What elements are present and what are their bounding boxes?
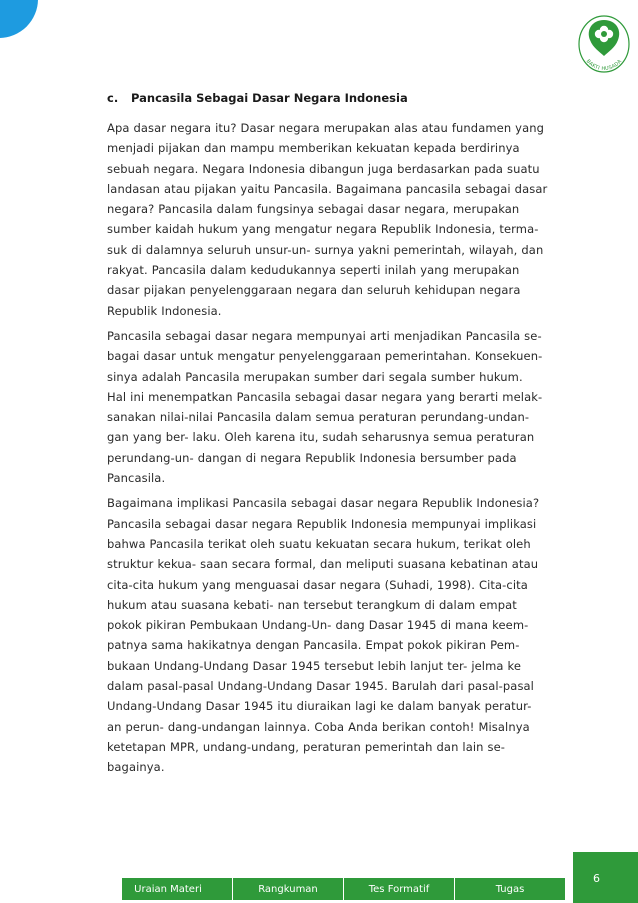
paragraph-line: negara? Pancasila dalam fungsinya sebagai dasar negara, merupakan — [107, 202, 520, 217]
paragraph — [107, 326, 564, 488]
paragraph-line: suk di dalamnya seluruh unsur-un- surnya yakni pemerintah, wilayah, dan — [107, 242, 544, 257]
paragraph-line: pokok pikiran Pembukaan Undang-Un- dang Dasar 1945 di mana keem- — [107, 618, 529, 633]
paragraph-line: Undang-Undang Dasar 1945 itu diuraikan lagi ke dalam banyak peratur- — [107, 699, 532, 714]
section-title: Pancasila Sebagai Dasar Negara Indonesia — [131, 91, 408, 105]
paragraph — [107, 493, 564, 777]
paragraph-line: cita-cita hukum yang menguasai dasar negara (Suhadi, 1998). Cita-cita — [107, 577, 528, 592]
footer-nav-tabs — [122, 878, 566, 901]
paragraph-line: an perun- dang-undangan lainnya. Coba Anda berikan contoh! Misalnya — [107, 719, 530, 734]
svg-text:BAKTI HUSADA: BAKTI HUSADA — [584, 58, 624, 73]
paragraph-line: ketetapan MPR, undang-undang, peraturan pemerintah dan lain se- — [107, 739, 506, 754]
paragraph-line: hukum atau suasana kebati- nan tersebut terangkum di dalam empat — [107, 597, 517, 612]
paragraph-line: bukaan Undang-Undang Dasar 1945 tersebut lebih lanjut ter- jelma ke — [107, 658, 522, 673]
paragraph-line: Pancasila sebagai dasar negara Republik Indonesia mempunyai implikasi — [107, 516, 537, 531]
paragraph-line: Apa dasar negara itu? Dasar negara merupakan alas atau fundamen yang — [107, 121, 545, 135]
paragraph-line: Pancasila. — [107, 471, 166, 486]
tab-tugas[interactable]: Tugas — [455, 878, 565, 900]
paragraph-line: Bagaimana implikasi Pancasila sebagai dasar negara Republik Indonesia? — [107, 496, 540, 511]
paragraph-line: sumber kaidah hukum yang mengatur negara Republik Indonesia, terma- — [107, 222, 539, 237]
paragraph-line: sebuah negara. Negara Indonesia dibangun juga berdasarkan pada suatu — [107, 161, 540, 176]
paragraph-line: Republik Indonesia. — [107, 303, 222, 318]
section-heading — [107, 88, 564, 108]
paragraph-line: struktur kekua- saan secara formal, dan meliputi suasana kebatinan atau — [107, 557, 539, 572]
page-number: 6 — [593, 872, 600, 885]
paragraph-line: sinya adalah Pancasila merupakan sumber dari segala sumber hukum. — [107, 369, 523, 384]
paragraph-line: gan yang ber- laku. Oleh karena itu, sudah seharusnya semua peraturan — [107, 430, 535, 445]
paragraph-line: dasar pijakan penyelenggaraan negara dan seluruh kehidupan negara — [107, 283, 521, 298]
section-number: c. — [107, 91, 119, 105]
paragraph-line: landasan atau pijakan yaitu Pancasila. Bagaimana pancasila sebagai dasar — [107, 181, 548, 196]
paragraphs-container — [107, 118, 564, 778]
corner-decoration — [0, 0, 38, 38]
paragraph-line: patnya sama hakikatnya dengan Pancasila. Empat pokok pikiran Pem- — [107, 638, 520, 653]
paragraph-line: dalam pasal-pasal Undang-Undang Dasar 1945. Barulah dari pasal-pasal — [107, 679, 534, 694]
bakti-husada-emblem-icon — [574, 8, 634, 78]
paragraph-line: Pancasila sebagai dasar negara mempunyai arti menjadikan Pancasila se- — [107, 328, 542, 343]
paragraph-line: bagainya. — [107, 760, 165, 775]
tab-uraian-materi[interactable]: Uraian Materi — [122, 878, 232, 900]
paragraph-line: bagai dasar untuk mengatur penyelenggaraan pemerintahan. Konsekuen- — [107, 349, 543, 364]
paragraph-line: perundang-un- dangan di negara Republik Indonesia bersumber pada — [107, 450, 517, 465]
page-number-badge — [573, 852, 638, 903]
paragraph-line: rakyat. Pancasila dalam kedudukannya seperti inilah yang merupakan — [107, 263, 520, 278]
paragraph — [107, 118, 564, 321]
paragraph-line: sanakan nilai-nilai Pancasila dalam semua peraturan perundang-undan- — [107, 410, 530, 425]
paragraph-line: Hal ini menempatkan Pancasila sebagai dasar negara yang berarti melak- — [107, 389, 543, 404]
paragraph-line: menjadi pijakan dan mampu memberikan kekuatan kepada berdirinya — [107, 141, 520, 156]
tab-tes-formatif[interactable]: Tes Formatif — [344, 878, 454, 900]
paragraph-line: bahwa Pancasila terikat oleh suatu kekuatan secara hukum, terikat oleh — [107, 536, 531, 551]
bakti-husada-logo — [574, 8, 634, 78]
tab-rangkuman[interactable]: Rangkuman — [233, 878, 343, 900]
document-content — [107, 88, 564, 783]
